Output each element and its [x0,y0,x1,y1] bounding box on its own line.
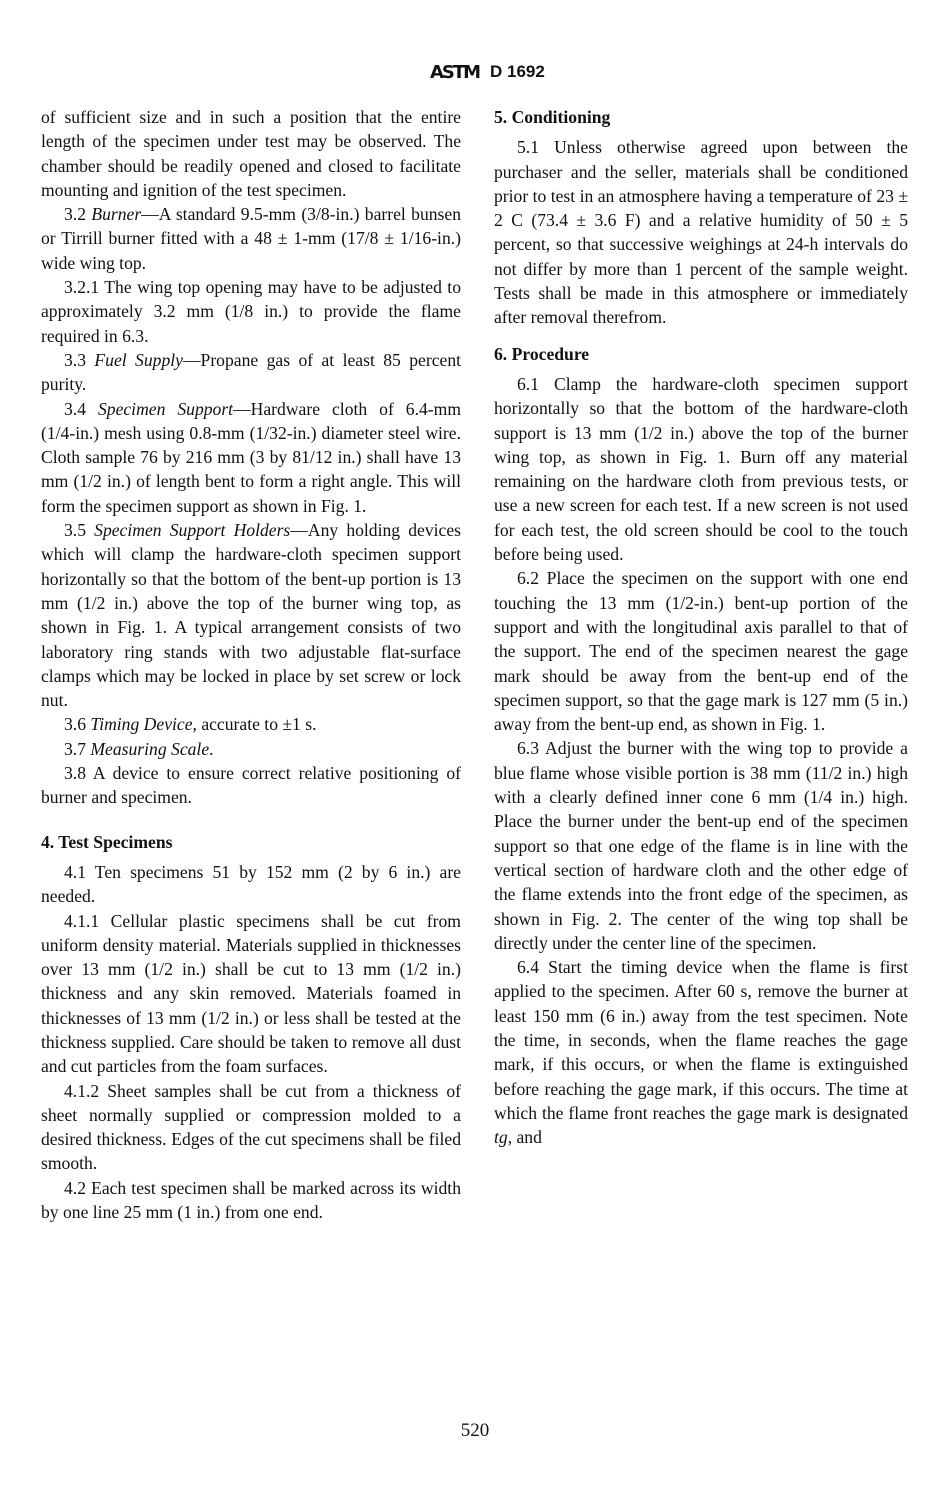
term-specimen-support: Specimen Support [97,398,234,419]
term-support-holders: Specimen Support Holders [94,520,291,541]
paragraph-6-3: 6.3 Adjust the burner with the wing top to provide a blue flame whose visible portion is 38 mm (11/2 in.) high with a clearly defined inner cone 6 mm (1/4 in.) high. Place the burner under the bent-up end of the specimen support so that one edge of the flame is in line with the vertical section of hardware cloth and the other edge of the flame extends into the front edge of the specimen, as shown in Fig. 2. The center of the wing top shall be directly under the center line of the specimen. [494,738,908,953]
right-column [494,105,908,1149]
symbol-tg: tg [494,1127,508,1148]
paragraph-continuation: of sufficient size and in such a position that the entire length of the specimen under test may be observed. The chamber should be readily opened and closed to facilitate mounting and ignition of the test specimen. [41,107,461,200]
section-5-heading: 5. Conditioning [494,107,611,127]
paragraph-5-1: 5.1 Unless otherwise agreed upon between the purchaser and the seller, materials shall be conditioned prior to test in an atmosphere having a temperature of 23 ± 2 C (73.4 ± 3.6 F) and a relative humidity of 50 ± 5 percent, so that successive weighings at 24-h intervals do not differ by more than 1 percent of the sample weight. Tests shall be made in this atmosphere or immediately after removal therefrom. [494,137,908,328]
page-number: 520 [460,1420,490,1441]
paragraph-3-8: 3.8 A device to ensure correct relative positioning of burner and specimen. [41,763,461,808]
term-fuel-supply: Fuel Supply [94,349,183,370]
term-timing-device: Timing Device [90,714,193,735]
paragraph-4-2: 4.2 Each test specimen shall be marked across its width by one line 25 mm (1 in.) from one end. [41,1177,461,1223]
paragraph-6-1: 6.1 Clamp the hardware-cloth specimen support horizontally so that the bottom of the hardware-cloth support is 13 mm (1/2 in.) above the top of the burner wing top, as shown in Fig. 1. Burn off any material remaining on the hardware cloth from previous tests, or use a new screen for each test. If a new screen is not used for each test, the old screen should be cool to the touch before being used. [494,373,908,565]
paragraph-6-4: 6.4 Start the timing device when the flame is first applied to the specimen. After 60 s, remove the burner at least 150 mm (6 in.) away from the test specimen. Note the time, in seconds, when the flame reaches the gage mark, if this occurs, or when the flame is extinguished before reaching the gage mark, if this occurs. The time at which the flame front reaches the gage mark is designated tg, and [494,957,908,1148]
page-header [0,58,950,92]
paragraph-4-1: 4.1 Ten specimens 51 by 152 mm (2 by 6 in.) are needed. [41,861,461,907]
paragraph-3-2-1: 3.2.1 The wing top opening may have to be adjusted to approximately 3.2 mm (1/8 in.) to provide the flame required in 6.3. [41,277,461,346]
paragraph-3-6: 3.6 Timing Device, accurate to ±1 s. [64,714,317,735]
term-burner: Burner [91,204,142,225]
term-measuring-scale: Measuring Scale [90,738,210,759]
document-designation: D 1692 [490,62,545,81]
astm-logo-icon: ASTM [430,62,480,83]
section-6-heading: 6. Procedure [494,343,590,364]
paragraph-4-1-1: 4.1.1 Cellular plastic specimens shall be cut from uniform density material. Materials supplied in thicknesses over 13 mm (1/2 in.) shall be cut to 13 mm (1/2 in.) thickness and any skin removed. Materials foamed in thicknesses of 13 mm (1/2 in.) or less shall be tested at the thickness supplied. Care should be taken to remove all dust and cut particles from the foam surfaces. [41,910,461,1077]
paragraph-4-1-2: 4.1.2 Sheet samples shall be cut from a thickness of sheet normally supplied or compression molded to a desired thickness. Edges of the cut specimens shall be filed smooth. [41,1080,461,1174]
paragraph-3-5: 3.5 Specimen Support Holders—Any holding devices which will clamp the hardware-cloth specimen support horizontally so that the bottom of the bent-up portion is 13 mm (1/2 in.) above the top of the burner wing top, as shown in Fig. 1. A typical arrangement consists of two laboratory ring stands with two adjustable flat-surface clamps which may be locked in place by set screw or lock nut. [41,520,461,711]
paragraph-3-7: 3.7 Measuring Scale. [64,738,214,759]
section-4-heading: 4. Test Specimens [41,831,173,852]
paragraph-3-4: 3.4 Specimen Support—Hardware cloth of 6.4-mm (1/4-in.) mesh using 0.8-mm (1/32-in.) diameter steel wire. Cloth sample 76 by 216 mm (3 by 81/12 in.) shall have 13 mm (1/2 in.) of length bent to form a right angle. This will form the specimen support as shown in Fig. 1. [41,398,462,516]
paragraph-3-3: 3.3 Fuel Supply—Propane gas of at least 85 percent purity. [41,349,462,395]
paragraph-3-2: 3.2 Burner—A standard 9.5-mm (3/8-in.) barrel bunsen or Tirrill burner fitted with a 48 ± 1-mm (17/8 ± 1/16-in.) wide wing top. [41,204,461,273]
left-column [41,105,461,1224]
paragraph-6-2: 6.2 Place the specimen on the support with one end touching the 13 mm (1/2-in.) bent-up portion of the support and with the longitudinal axis parallel to that of the support. The end of the specimen nearest the gage mark should be away from the bent-up end of the specimen support, so that the gage mark is 127 mm (5 in.) away from the bent-up end, as shown in Fig. 1. [494,568,908,735]
